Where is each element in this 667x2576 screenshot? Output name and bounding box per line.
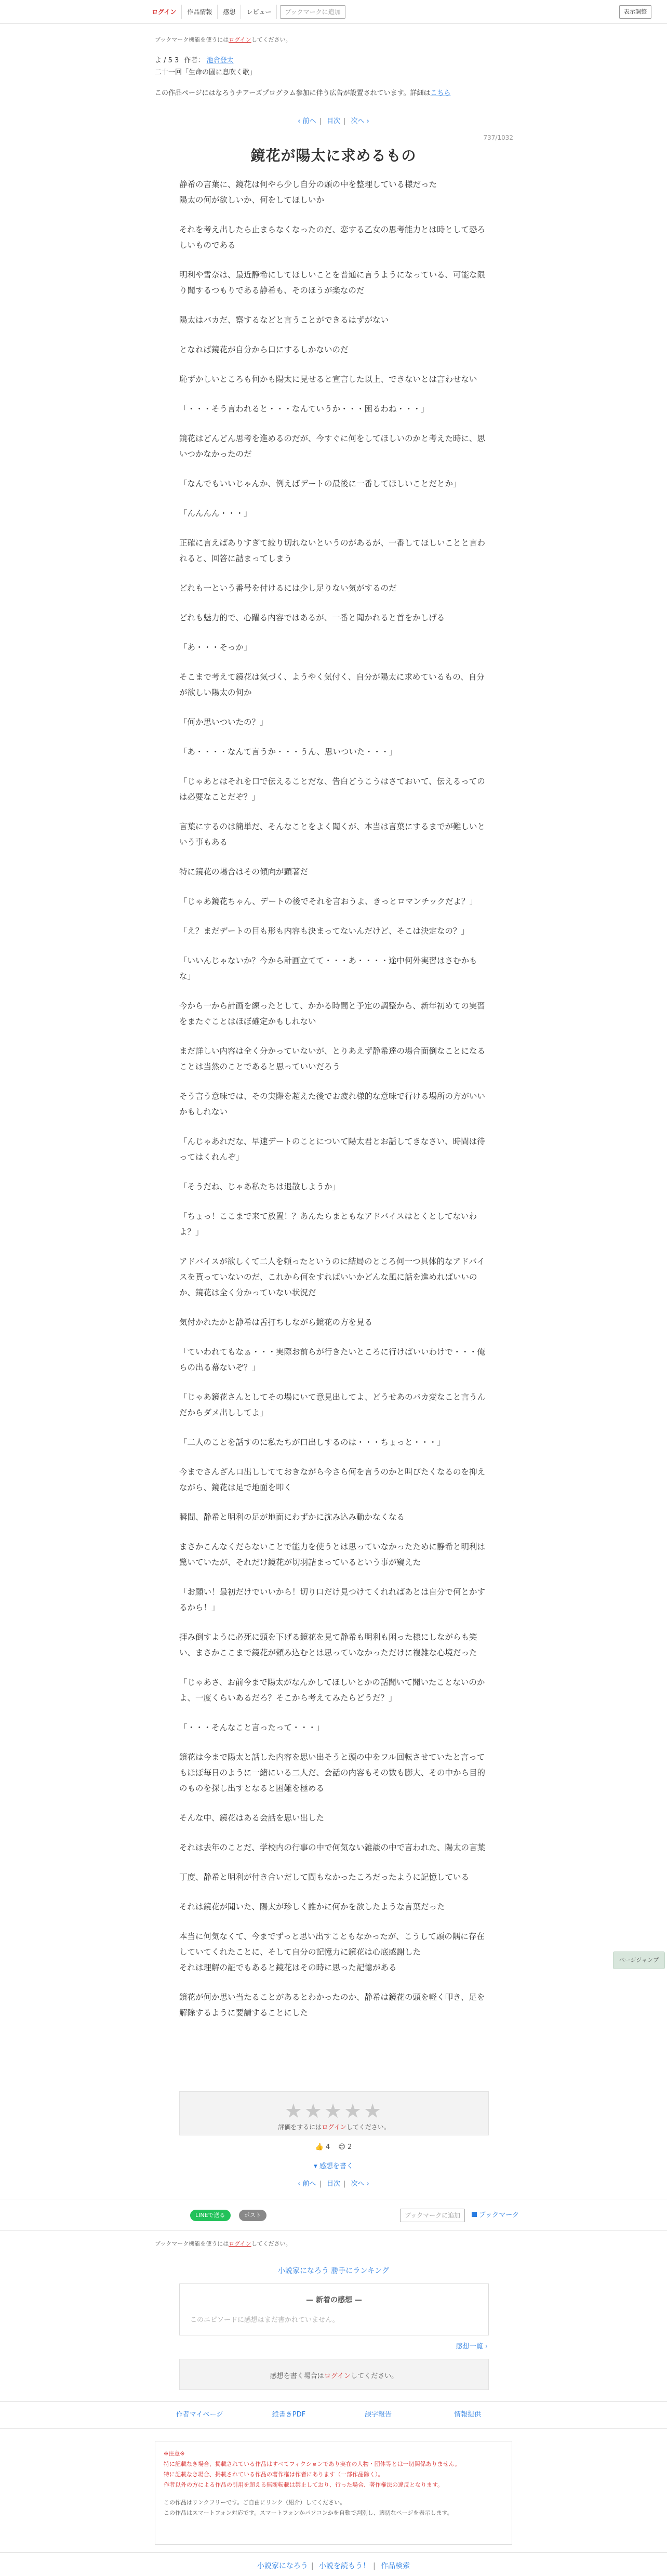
novel-paragraph: 拝み倒すように必死に頭を下げる鏡花を見て静希も明利も困った様にしながらも笑い、まさかここまで鏡花が頼み込むとは思っていなかっただけに複雑な心境だった <box>179 1632 477 1657</box>
write-impression-box <box>179 2359 489 2390</box>
novel-paragraph: 言葉にするのは簡単だ、そんなことをよく聞くが、本当は言葉にするまでが難しいという事もある <box>179 822 486 847</box>
author-label: 作者： <box>184 57 205 64</box>
novel-paragraph: 瞬間、静希と明利の足が地面にわずかに沈み込み動かなくなる <box>179 1512 405 1522</box>
add-bookmark-button-bottom[interactable]: ブックマークに追加 <box>400 2209 465 2222</box>
smile-reaction[interactable]: 😊 2 <box>338 2143 352 2151</box>
legal-warning-3: 作者以外の方による作品の引用を超える無断転載は禁止しており、行った場合、著作権法の違反となります。 <box>164 2481 444 2488</box>
recent-impressions-empty: このエピソードに感想はまだ書かれていません。 <box>190 2316 339 2324</box>
novel-paragraph: 陽太はバカだ、察するなどと言うことができるはずがない <box>179 315 389 325</box>
login-link-inline-bottom[interactable]: ログイン <box>229 2240 251 2247</box>
login-link-inline[interactable]: ログイン <box>229 36 251 43</box>
prev-link-bottom[interactable]: ‹ 前へ <box>298 2180 316 2188</box>
work-meta <box>155 55 234 64</box>
novel-paragraph: 「いいんじゃないか？今から計画立てて・・・あ・・・・途中何外実習はさむかもな」 <box>179 956 477 981</box>
novel-paragraph: そう言う意味では、その実際を超えた後でお疲れ様的な意味で行ける場所の方がいいかもしれない <box>179 1092 486 1117</box>
toc-link-bottom[interactable]: 目次 <box>326 2180 340 2188</box>
top-bar <box>0 0 667 24</box>
display-settings-button[interactable]: 表示調整 <box>619 5 651 19</box>
novel-paragraph: 「何か思いついたの？」 <box>179 718 268 727</box>
reactions <box>0 2143 667 2151</box>
novel-paragraph: どれも魅力的で、心躍る内容ではあるが、一番と聞かれると首をかしげる <box>179 613 445 622</box>
bookmark-login-notice: ブックマーク機能を使うにはログインしてください。 <box>155 36 291 43</box>
legal-notice <box>155 2441 512 2545</box>
novel-paragraph: 鏡花はどんどん思考を進めるのだが、今すぐに何をしてほしいのかと考えた時に、思いつかなかったのだ <box>179 434 486 459</box>
novel-paragraph: 鏡花が何か思い当たることがあるとわかったのか、静希は鏡花の頭を軽く叩き、足を解除するように要請することにした <box>179 1993 485 2017</box>
novel-paragraph: 「ちょっ！ここまで来て放置！？あんたらまともなアドバイスはとくとしてないわよ？」 <box>179 1212 477 1237</box>
novel-paragraph: 正確に言えばありすぎて絞り切れないというのがあるが、一番してほしいことと言われると、回答に詰まってしまう <box>179 538 486 563</box>
vertical-pdf-link[interactable]: 縦書きPDF <box>272 2411 306 2419</box>
bookmark-icon <box>472 2212 477 2217</box>
program-note: この作品ページにはなろうチアーズプログラム参加に伴う広告が設置されています。詳細はこちら <box>155 89 451 97</box>
impressions-link[interactable]: 感想 <box>218 5 241 19</box>
impressions-list-link[interactable]: 感想一覧 › <box>456 2343 488 2351</box>
review-link[interactable]: レビュー <box>241 5 277 19</box>
thumbs-up-reaction[interactable]: 👍 4 <box>315 2143 330 2151</box>
novel-body <box>179 177 489 2035</box>
work-info-link[interactable]: 作品情報 <box>182 5 218 19</box>
narou-home-link[interactable]: 小説家になろう <box>257 2562 308 2570</box>
recent-impressions-heading: — 新着の感想 — <box>306 2296 362 2304</box>
novel-paragraph: 特に鏡花の場合はその傾向が顕著だ <box>179 867 309 877</box>
novel-paragraph: まさかこんなくだらないことで能力を使うとは思っていなかったために静希と明利は驚いていたが、それだけ鏡花が切羽詰まっているという事が窺えた <box>179 1542 486 1567</box>
novel-paragraph: 「じゃあ鏡花さんとしてその場にいて意見出してよ、どうせあのバカ変なこと言うんだからダメ出ししてよ」 <box>179 1392 486 1417</box>
novel-paragraph: 「お願い！最初だけでいいから！切り口だけ見つけてくれればあとは自分で何とかするから！」 <box>179 1587 486 1612</box>
episode-title: 鏡花が陽太に求めるもの <box>250 147 417 164</box>
info-report-link[interactable]: 情報提供 <box>453 2411 481 2419</box>
novel-paragraph: そこまで考えて鏡花は気づく、ようやく気付く、自分が陽太に求めているもの、自分が欲しい陽太の何か <box>179 672 485 697</box>
novel-paragraph: 今までさんざん口出ししてておきながら今さら何を言うのかと叫びたくなるのを抑えながら、鏡花は足で地面を叩く <box>179 1467 486 1492</box>
link-free-note: この作品はリンクフリーです。ご自由にリンク（紹介）してください。 <box>164 2499 346 2506</box>
rating-login-link[interactable]: ログイン <box>322 2123 346 2131</box>
novel-paragraph: 「・・・そう言われると・・・なんていうか・・・困るわね・・・」 <box>179 404 429 414</box>
novel-paragraph: それは鏡花が聞いた、陽太が珍しく誰かに何かを欲したような言葉だった <box>179 1902 445 1911</box>
page-jump-button[interactable]: ページジャンプ <box>613 1951 665 1969</box>
novel-paragraph: となれば鏡花が自分から口にするしかないのだ <box>179 345 349 354</box>
search-link[interactable]: 作品検索 <box>381 2562 410 2570</box>
typo-report-link[interactable]: 誤字報告 <box>364 2411 392 2419</box>
toc-link[interactable]: 目次 <box>326 117 340 125</box>
legal-warning-1: 特に記載なき場合、掲載されている作品はすべてフィクションであり実在の人物・団体等とは一切関係ありません。 <box>164 2461 461 2467</box>
line-share-button[interactable]: LINEで送る <box>190 2210 231 2221</box>
novel-paragraph: どれも一という番号を付けるには少し足りない気がするのだ <box>179 583 397 593</box>
smartphone-note: この作品はスマートフォン対応です。スマートフォンかパソコンかを自動で判別し、適切なページを表示します。 <box>164 2509 453 2516</box>
next-link[interactable]: 次へ › <box>351 117 369 125</box>
write-impression-toggle[interactable]: ▾ 感想を書く <box>314 2162 353 2170</box>
novel-paragraph: 「え？まだデートの目も形も内容も決まってないんだけど、そこは決定なの？」 <box>179 926 470 936</box>
divider <box>0 2552 667 2553</box>
top-nav <box>146 5 345 19</box>
novel-paragraph: 「んじゃあれだな、早速デートのことについて陽太君とお話してきなさい、時間は待ってはくれんぞ」 <box>179 1137 485 1162</box>
add-bookmark-button[interactable]: ブックマークに追加 <box>280 5 345 19</box>
legal-warning-0: ※注意※ <box>164 2450 185 2457</box>
novel-paragraph: それを考え出したら止まらなくなったのだ、恋する乙女の思考能力とは時として恐ろしいものである <box>179 225 486 250</box>
novel-paragraph: 静希の言葉に、鏡花は何やら少し自分の頭の中を整理している様だった 陽太の何が欲しいか、何をしてほしいか <box>179 180 437 205</box>
episode-counter: 737/1032 <box>483 134 513 141</box>
novel-paragraph: まだ詳しい内容は全く分かっていないが、とりあえず静希達の場合面倒なことになることは当然のことであると思っていいだろう <box>179 1046 486 1071</box>
author-mypage-link[interactable]: 作者マイページ <box>176 2411 223 2419</box>
episode-pager-top: ‹ 前へ | 目次 | 次へ › <box>298 117 369 125</box>
rating-login-note: 評価をするにはログインしてください。 <box>278 2123 390 2131</box>
novel-paragraph: 「んんんん・・・」 <box>179 509 252 518</box>
novel-paragraph: 本当に何気なくて、今までずっと思い出すこともなかったが、こうして頭の隅に存在していてくれたことに、そして自分の記憶力に鏡花は心底感謝した それは理解の証でもあると鏡花はその時に思った記憶がある <box>179 1932 485 1972</box>
recent-impressions-box <box>179 2283 489 2335</box>
write-login-link[interactable]: ログイン <box>324 2372 351 2380</box>
author-link[interactable]: 池倉登太 <box>206 57 234 64</box>
episode-pager-bottom: ‹ 前へ | 目次 | 次へ › <box>298 2180 369 2188</box>
novel-paragraph: 「あ・・・そっか」 <box>179 643 252 652</box>
bookmark-link[interactable]: ブックマーク <box>472 2210 519 2221</box>
prev-link[interactable]: ‹ 前へ <box>298 117 316 125</box>
novel-paragraph: 「ていわれてもなぁ・・・実際お前らが行きたいところに行けばいいわけで・・・俺らの出る幕ないぞ？」 <box>179 1347 486 1372</box>
write-impression-note: 感想を書く場合はログインしてください。 <box>270 2372 398 2380</box>
yomou-link[interactable]: 小説を読もう！ <box>319 2562 370 2570</box>
novel-paragraph: それは去年のことだ、学校内の行事の中で何気ない雑談の中で言われた、陽太の言葉 <box>179 1843 486 1852</box>
series-title: 二十一回「生命の園に息吹く歌」 <box>155 69 257 76</box>
novel-paragraph: アドバイスが欲しくて二人を頼ったというのに結局のところ何一つ具体的なアドバイスを貰っていないのだ、これから何をすればいいかどんな風に話を進めればいいのか、鏡花は全く分かっていない状況だ <box>179 1257 485 1297</box>
ranking-link[interactable]: 小説家になろう 勝手にランキング <box>277 2267 390 2275</box>
bottom-nav: 小説家になろう | 小説を読もう！ | 作品検索 <box>257 2562 410 2570</box>
novel-paragraph: 気付かれたかと静希は舌打ちしながら鏡花の方を見る <box>179 1318 373 1327</box>
chapter-counter: よ / 5 3 <box>155 57 179 64</box>
bookmark-login-notice-bottom: ブックマーク機能を使うにはログインしてください。 <box>155 2240 291 2247</box>
x-post-button[interactable]: ポスト <box>239 2210 266 2221</box>
novel-paragraph: 丁度、静希と明利が付き合いだして間もなかったころだったように記憶している <box>179 1873 470 1882</box>
novel-paragraph: 「あ・・・・なんて言うか・・・うん、思いついた・・・」 <box>179 747 397 756</box>
divider <box>0 2401 667 2402</box>
novel-paragraph: 明利や雪奈は、最近静希にしてほしいことを普通に言うようになっている、可能な限り聞するつもりである静希も、そのほうが楽なのだ <box>179 270 486 295</box>
legal-warning-2: 特に記載なき場合、掲載されている作品の著作権は作者にあります（一部作品除く）。 <box>164 2471 384 2478</box>
novel-paragraph: 「・・・そんなこと言ったって・・・」 <box>179 1723 325 1732</box>
novel-paragraph: 今から一から計画を練ったとして、かかる時間と予定の調整から、新年初めての実習をまたぐことはほぼ確定かもしれない <box>179 1001 485 1026</box>
next-link-bottom[interactable]: 次へ › <box>351 2180 369 2188</box>
login-link[interactable]: ログイン <box>146 5 182 19</box>
program-detail-link[interactable]: こちら <box>430 89 451 97</box>
rating-stars[interactable]: ★★★★★ <box>284 2100 384 2122</box>
novel-paragraph: 「じゃあとはそれを口で伝えることだな、告白どうこうはさておいて、伝えるってのは必要なことだぞ？」 <box>179 777 485 802</box>
novel-paragraph: 恥ずかしいところも何かも陽太に見せると宣言した以上、できないとは言わせない <box>179 375 477 384</box>
novel-paragraph: 「じゃあさ、お前今まで陽太がなんかしてほしいとかの話聞いて聞いたことないのかよ、一度くらいあるだろ？そこから考えてみたらどうだ？」 <box>179 1678 485 1703</box>
rating-box <box>179 2091 489 2135</box>
novel-paragraph: 鏡花は今まで陽太と話した内容を思い出そうと頭の中をフル回転させていたと言ってもほぼ毎日のように一緒にいる二人だ、会話の内容もその数も膨大、その中から目的のものを探し出すとなると困難を極める <box>179 1752 486 1793</box>
divider <box>0 2428 667 2429</box>
footer-links <box>155 2406 512 2424</box>
novel-paragraph: そんな中、鏡花はある会話を思い出した <box>179 1813 325 1823</box>
novel-paragraph: 「二人のことを話すのに私たちが口出しするのは・・・ちょっと・・・」 <box>179 1438 445 1447</box>
novel-paragraph: 「そうだね、じゃあ私たちは退散しようか」 <box>179 1182 341 1191</box>
novel-paragraph: 「じゃあ鏡花ちゃん、デートの後でそれを言おうよ、きっとロマンチックだよ？」 <box>179 897 477 906</box>
novel-paragraph: 「なんでもいいじゃんか、例えばデートの最後に一番してほしいことだとか」 <box>179 479 461 488</box>
